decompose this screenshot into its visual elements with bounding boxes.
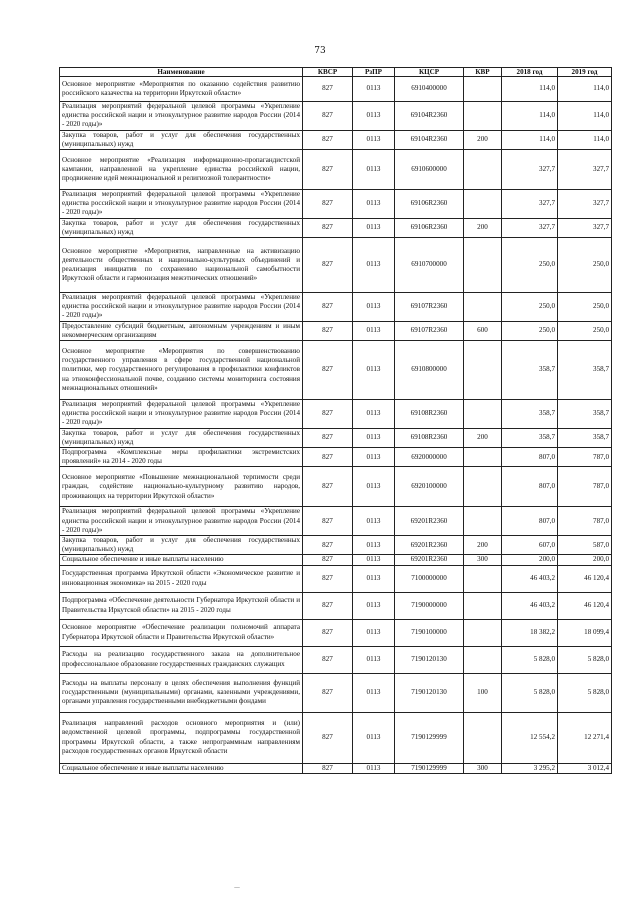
- table-header-row: [60, 68, 612, 77]
- page-number: 73: [314, 46, 326, 56]
- table-row: [60, 673, 612, 712]
- cell-kvr: [464, 592, 502, 619]
- cell-name: Социальное обеспечение и иные выплаты населению: [60, 763, 303, 773]
- cell-kvsr: 827: [303, 619, 353, 646]
- cell-name: Подпрограмма «Комплексные меры профилактики экстремистских проявлений» на 2014 - 2020 годы: [60, 448, 303, 467]
- cell-kcsr: 69106R2360: [395, 190, 464, 219]
- table-row: [60, 507, 612, 536]
- cell-name: Подпрограмма «Обеспечение деятельности Губернатора Иркутской области и Правительства Иркутской области» на 2015 - 2020 годы: [60, 592, 303, 619]
- cell-kcsr: 69108R2360: [395, 428, 464, 447]
- table-row: [60, 400, 612, 429]
- cell-2019: 12 271,4: [558, 712, 612, 763]
- cell-2019: 114,0: [558, 77, 612, 102]
- cell-kcsr: 69201R2360: [395, 507, 464, 536]
- cell-name: Основное мероприятие «Реализация информационно-пропагандистской кампании, направленной на укрепление единства российской нации, продвижение идей межнациональной и религиозной толерантности»: [60, 150, 303, 190]
- cell-name: Реализация мероприятий федеральной целевой программы «Укрепление единства российской нации и этнокультурное развитие народов России (2014 - 2020 годы)»: [60, 190, 303, 219]
- cell-rzpr: 0113: [353, 619, 395, 646]
- cell-kcsr: 69107R2360: [395, 321, 464, 340]
- cell-rzpr: 0113: [353, 565, 395, 592]
- cell-rzpr: 0113: [353, 712, 395, 763]
- cell-kvsr: 827: [303, 646, 353, 673]
- cell-2019: 200,0: [558, 555, 612, 565]
- cell-2019: 46 120,4: [558, 592, 612, 619]
- cell-rzpr: 0113: [353, 218, 395, 237]
- cell-kvr: [464, 619, 502, 646]
- cell-2019: 5 828,0: [558, 646, 612, 673]
- table-row: [60, 341, 612, 400]
- cell-kvsr: 827: [303, 130, 353, 149]
- cell-kvsr: 827: [303, 555, 353, 565]
- cell-kvr: [464, 467, 502, 507]
- cell-name: Основное мероприятие «Повышение межнациональной терпимости среди граждан, содействие национально-культурному развитию народов, проживающих на территории Иркутской области»: [60, 467, 303, 507]
- cell-name: Расходы на реализацию государственного заказа на дополнительное профессиональное образование государственных гражданских служащих: [60, 646, 303, 673]
- cell-kvsr: 827: [303, 321, 353, 340]
- cell-kvr: 200: [464, 428, 502, 447]
- cell-kvsr: 827: [303, 293, 353, 322]
- cell-rzpr: 0113: [353, 400, 395, 429]
- table-row: [60, 218, 612, 237]
- cell-2018: 807,0: [502, 467, 558, 507]
- header-name: Наименование: [60, 68, 303, 77]
- cell-2018: 327,7: [502, 190, 558, 219]
- cell-2019: 327,7: [558, 150, 612, 190]
- header-kvsr: КВСР: [303, 68, 353, 77]
- header-2019: 2019 год: [558, 68, 612, 77]
- cell-name: Основное мероприятие «Мероприятия по совершенствованию государственного управления в сфере государственной национальной политики, мер государственного регулирования в профилактики конфликтов на этноконфессиональной почве, созданию системы мониторинга состояния межнациональных отношений»: [60, 341, 303, 400]
- cell-kcsr: 6910800000: [395, 341, 464, 400]
- cell-name: Закупка товаров, работ и услуг для обеспечения государственных (муниципальных) нужд: [60, 428, 303, 447]
- cell-kvsr: 827: [303, 190, 353, 219]
- cell-rzpr: 0113: [353, 321, 395, 340]
- table-row: [60, 130, 612, 149]
- cell-name: Реализация мероприятий федеральной целевой программы «Укрепление единства российской нации и этнокультурное развитие народов России (2014 - 2020 годы)»: [60, 102, 303, 131]
- cell-rzpr: 0113: [353, 673, 395, 712]
- cell-2019: 787,0: [558, 467, 612, 507]
- cell-rzpr: 0113: [353, 467, 395, 507]
- cell-2018: 18 382,2: [502, 619, 558, 646]
- cell-2019: 327,7: [558, 190, 612, 219]
- budget-table: [59, 67, 612, 774]
- table-row: [60, 592, 612, 619]
- cell-kvr: 300: [464, 763, 502, 773]
- cell-2018: 327,7: [502, 218, 558, 237]
- cell-2019: 587,0: [558, 536, 612, 555]
- cell-name: Основное мероприятие «Мероприятия, направленные на активизацию деятельности общественных и национально-культурных объединений и реализация инициатив по сохранению национальной самобытности Иркутской области и гармонизация межэтнических отношений»: [60, 238, 303, 293]
- cell-kcsr: 7190120130: [395, 646, 464, 673]
- table-row: [60, 102, 612, 131]
- cell-kvsr: 827: [303, 400, 353, 429]
- cell-kvr: [464, 238, 502, 293]
- table-body: [60, 77, 612, 774]
- cell-name: Государственная программа Иркутской области «Экономическое развитие и инновационная экономика» на 2015 - 2020 годы: [60, 565, 303, 592]
- table-row: [60, 555, 612, 565]
- cell-2019: 250,0: [558, 238, 612, 293]
- cell-kcsr: 6910600000: [395, 150, 464, 190]
- cell-2019: 250,0: [558, 321, 612, 340]
- cell-2018: 807,0: [502, 507, 558, 536]
- cell-kvsr: 827: [303, 102, 353, 131]
- cell-kcsr: 6920000000: [395, 448, 464, 467]
- cell-2018: 46 403,2: [502, 565, 558, 592]
- cell-2018: 12 554,2: [502, 712, 558, 763]
- cell-kvsr: 827: [303, 428, 353, 447]
- cell-kcsr: 6910700000: [395, 238, 464, 293]
- cell-2018: 200,0: [502, 555, 558, 565]
- cell-2018: 807,0: [502, 448, 558, 467]
- table-row: [60, 763, 612, 773]
- cell-name: Основное мероприятие «Обеспечение реализации полномочий аппарата Губернатора Иркутской области и Правительства Иркутской области»: [60, 619, 303, 646]
- cell-kvr: [464, 448, 502, 467]
- cell-2018: 5 828,0: [502, 646, 558, 673]
- cell-kcsr: 69201R2360: [395, 555, 464, 565]
- table-row: [60, 238, 612, 293]
- cell-name: Расходы на выплаты персоналу в целях обеспечения выполнения функций государственными (муниципальными) органами, казенными учреждениями, органами управления государственными внебюджетными фондами: [60, 673, 303, 712]
- cell-kvsr: 827: [303, 341, 353, 400]
- cell-rzpr: 0113: [353, 646, 395, 673]
- cell-kcsr: 6910400000: [395, 77, 464, 102]
- cell-rzpr: 0113: [353, 536, 395, 555]
- table-row: [60, 448, 612, 467]
- cell-name: Закупка товаров, работ и услуг для обеспечения государственных (муниципальных) нужд: [60, 218, 303, 237]
- header-rzpr: РзПР: [353, 68, 395, 77]
- cell-2018: 607,0: [502, 536, 558, 555]
- table-row: [60, 712, 612, 763]
- table-row: [60, 619, 612, 646]
- cell-2019: 250,0: [558, 293, 612, 322]
- cell-rzpr: 0113: [353, 190, 395, 219]
- cell-2019: 787,0: [558, 507, 612, 536]
- cell-name: Основное мероприятие «Мероприятия по оказанию содействия развитию российского казачества на территории Иркутской области»: [60, 77, 303, 102]
- table-row: [60, 77, 612, 102]
- cell-2018: 114,0: [502, 77, 558, 102]
- cell-rzpr: 0113: [353, 77, 395, 102]
- cell-2019: 18 099,4: [558, 619, 612, 646]
- cell-2018: 114,0: [502, 102, 558, 131]
- cell-kcsr: 69108R2360: [395, 400, 464, 429]
- cell-2018: 114,0: [502, 130, 558, 149]
- cell-rzpr: 0113: [353, 448, 395, 467]
- cell-2018: 3 295,2: [502, 763, 558, 773]
- header-kcsr: КЦСР: [395, 68, 464, 77]
- cell-kvr: [464, 646, 502, 673]
- cell-2018: 358,7: [502, 400, 558, 429]
- cell-2019: 114,0: [558, 130, 612, 149]
- cell-kvr: [464, 150, 502, 190]
- cell-kvsr: 827: [303, 448, 353, 467]
- cell-2018: 46 403,2: [502, 592, 558, 619]
- cell-kvr: [464, 400, 502, 429]
- header-kvr: КВР: [464, 68, 502, 77]
- cell-2019: 3 012,4: [558, 763, 612, 773]
- cell-kvr: [464, 565, 502, 592]
- cell-rzpr: 0113: [353, 763, 395, 773]
- cell-kvsr: 827: [303, 77, 353, 102]
- cell-2019: 787,0: [558, 448, 612, 467]
- cell-2019: 46 120,4: [558, 565, 612, 592]
- cell-kcsr: 69104R2360: [395, 130, 464, 149]
- cell-name: Реализация мероприятий федеральной целевой программы «Укрепление единства российской нации и этнокультурное развитие народов России (2014 - 2020 годы)»: [60, 293, 303, 322]
- cell-2018: 358,7: [502, 341, 558, 400]
- cell-name: Социальное обеспечение и иные выплаты населению: [60, 555, 303, 565]
- cell-kvsr: 827: [303, 565, 353, 592]
- header-2018: 2018 год: [502, 68, 558, 77]
- cell-2019: 358,7: [558, 341, 612, 400]
- cell-kvr: [464, 712, 502, 763]
- table-row: [60, 428, 612, 447]
- cell-name: Закупка товаров, работ и услуг для обеспечения государственных (муниципальных) нужд: [60, 130, 303, 149]
- cell-kvsr: 827: [303, 238, 353, 293]
- cell-kcsr: 7190100000: [395, 619, 464, 646]
- cell-kcsr: 6920100000: [395, 467, 464, 507]
- cell-kvr: 200: [464, 130, 502, 149]
- cell-2019: 327,7: [558, 218, 612, 237]
- cell-kvsr: 827: [303, 536, 353, 555]
- cell-rzpr: 0113: [353, 293, 395, 322]
- cell-kcsr: 69107R2360: [395, 293, 464, 322]
- cell-2018: 327,7: [502, 150, 558, 190]
- cell-kvr: 600: [464, 321, 502, 340]
- cell-name: Предоставление субсидий бюджетным, автономным учреждениям и иным некоммерческим организациям: [60, 321, 303, 340]
- cell-rzpr: 0113: [353, 341, 395, 400]
- table-row: [60, 321, 612, 340]
- cell-kvsr: 827: [303, 467, 353, 507]
- cell-kvr: [464, 507, 502, 536]
- cell-kvsr: 827: [303, 507, 353, 536]
- cell-rzpr: 0113: [353, 555, 395, 565]
- table-row: [60, 190, 612, 219]
- cell-kcsr: 7190129999: [395, 712, 464, 763]
- cell-rzpr: 0113: [353, 130, 395, 149]
- cell-kvr: 100: [464, 673, 502, 712]
- cell-name: Закупка товаров, работ и услуг для обеспечения государственных (муниципальных) нужд: [60, 536, 303, 555]
- cell-2018: 250,0: [502, 321, 558, 340]
- cell-kvsr: 827: [303, 673, 353, 712]
- cell-kvr: [464, 190, 502, 219]
- cell-rzpr: 0113: [353, 150, 395, 190]
- cell-name: Реализация направлений расходов основного мероприятия и (или) ведомственной целевой программы, подпрограммы государственной программы Иркутской области, а также непрограммным направлениям расходов государственных органов Иркутской области: [60, 712, 303, 763]
- table-row: [60, 293, 612, 322]
- footer-mark: —: [234, 884, 240, 891]
- cell-kvsr: 827: [303, 218, 353, 237]
- cell-kcsr: 69104R2360: [395, 102, 464, 131]
- cell-kvr: 300: [464, 555, 502, 565]
- cell-2019: 5 828,0: [558, 673, 612, 712]
- cell-kcsr: 69106R2360: [395, 218, 464, 237]
- cell-kcsr: 7190000000: [395, 592, 464, 619]
- cell-rzpr: 0113: [353, 428, 395, 447]
- cell-kvsr: 827: [303, 763, 353, 773]
- table-row: [60, 150, 612, 190]
- cell-kvr: 200: [464, 218, 502, 237]
- cell-2019: 358,7: [558, 428, 612, 447]
- cell-kvr: [464, 341, 502, 400]
- cell-kvsr: 827: [303, 592, 353, 619]
- cell-rzpr: 0113: [353, 507, 395, 536]
- table-row: [60, 646, 612, 673]
- cell-kcsr: 7100000000: [395, 565, 464, 592]
- cell-kvsr: 827: [303, 150, 353, 190]
- cell-kvsr: 827: [303, 712, 353, 763]
- cell-kvr: 200: [464, 536, 502, 555]
- table-row: [60, 467, 612, 507]
- cell-kvr: [464, 102, 502, 131]
- cell-2019: 114,0: [558, 102, 612, 131]
- cell-kvr: [464, 77, 502, 102]
- cell-rzpr: 0113: [353, 238, 395, 293]
- cell-rzpr: 0113: [353, 102, 395, 131]
- cell-2018: 358,7: [502, 428, 558, 447]
- cell-name: Реализация мероприятий федеральной целевой программы «Укрепление единства российской нации и этнокультурное развитие народов России (2014 - 2020 годы)»: [60, 507, 303, 536]
- cell-name: Реализация мероприятий федеральной целевой программы «Укрепление единства российской нации и этнокультурное развитие народов России (2014 - 2020 годы)»: [60, 400, 303, 429]
- table-row: [60, 565, 612, 592]
- cell-kcsr: 7190120130: [395, 673, 464, 712]
- table-row: [60, 536, 612, 555]
- cell-kcsr: 7190129999: [395, 763, 464, 773]
- cell-2019: 358,7: [558, 400, 612, 429]
- cell-kvr: [464, 293, 502, 322]
- cell-kcsr: 69201R2360: [395, 536, 464, 555]
- cell-2018: 250,0: [502, 238, 558, 293]
- cell-rzpr: 0113: [353, 592, 395, 619]
- cell-2018: 5 828,0: [502, 673, 558, 712]
- cell-2018: 250,0: [502, 293, 558, 322]
